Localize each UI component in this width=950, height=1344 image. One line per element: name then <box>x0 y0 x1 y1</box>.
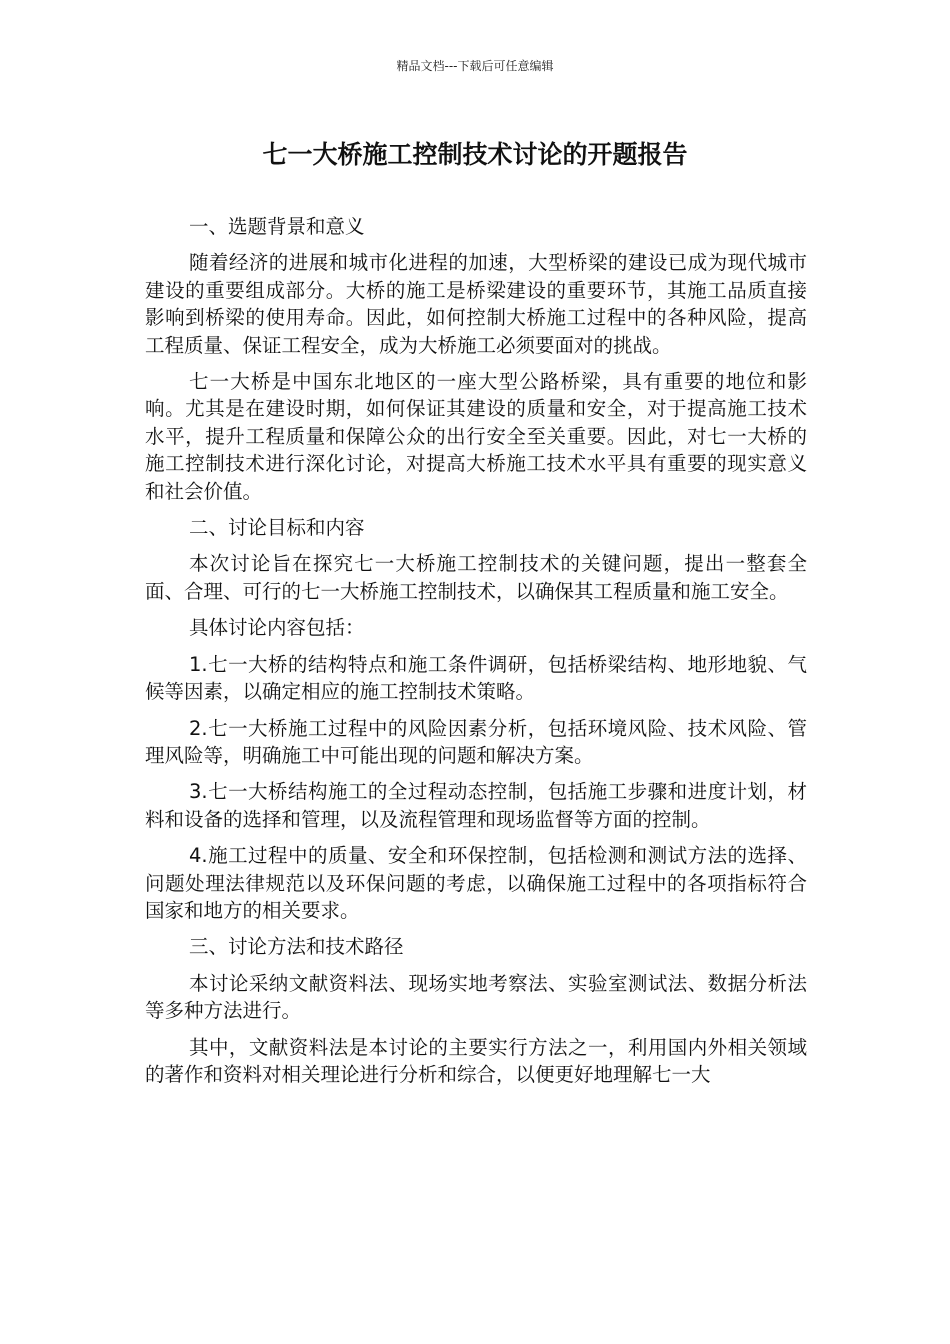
document-title: 七一大桥施工控制技术讨论的开题报告 <box>262 140 688 169</box>
paragraph-goals: 本次讨论旨在探究七一大桥施工控制技术的关键问题，提出一整套全面、合理、可行的七一大桥施工控制技术，以确保其工程质量和施工安全。 <box>145 552 807 603</box>
paragraph-background-1: 随着经济的进展和城市化进程的加速，大型桥梁的建设已成为现代城市建设的重要组成部分。大桥的施工是桥梁建设的重要环节，其施工品质直接影响到桥梁的使用寿命。因此，如何控制大桥施工过程中的各种风险，提高工程质量、保证工程安全，成为大桥施工必须要面对的挑战。 <box>145 251 807 357</box>
list-item-4: 4.施工过程中的质量、安全和环保控制，包括检测和测试方法的选择、问题处理法律规范以及环保问题的考虑，以确保施工过程中的各项指标符合国家和地方的相关要求。 <box>145 844 807 922</box>
header-note: 精品文档---下载后可任意编辑 <box>396 59 554 73</box>
list-item-3: 3.七一大桥结构施工的全过程动态控制，包括施工步骤和进度计划，材料和设备的选择和管理，以及流程管理和现场监督等方面的控制。 <box>145 780 807 831</box>
paragraph-content-intro: 具体讨论内容包括： <box>189 616 365 640</box>
paragraph-literature-method: 其中，文献资料法是本讨论的主要实行方法之一，利用国内外相关领域的著作和资料对相关理论进行分析和综合，以便更好地理解七一大 <box>145 1035 807 1086</box>
document-body <box>145 213 807 1097</box>
section-heading-background: 一、选题背景和意义 <box>189 215 365 238</box>
list-item-2: 2.七一大桥施工过程中的风险因素分析，包括环境风险、技术风险、管理风险等，明确施工中可能出现的问题和解决方案。 <box>145 716 807 767</box>
section-heading-methods: 三、讨论方法和技术路径 <box>189 935 404 959</box>
paragraph-methods: 本讨论采纳文献资料法、现场实地考察法、实验室测试法、数据分析法等多种方法进行。 <box>145 971 807 1023</box>
section-heading-goals: 二、讨论目标和内容 <box>189 516 365 540</box>
paragraph-background-2: 七一大桥是中国东北地区的一座大型公路桥梁，具有重要的地位和影响。尤其是在建设时期，如何保证其建设的质量和安全，对于提高施工技术水平，提升工程质量和保障公众的出行安全至关重要。因此，对七一大桥的施工控制技术进行深化讨论，对提高大桥施工技术水平具有重要的现实意义和社会价值。 <box>145 370 807 503</box>
list-item-1: 1.七一大桥的结构特点和施工条件调研，包括桥梁结构、地形地貌、气候等因素，以确定相应的施工控制技术策略。 <box>145 652 807 704</box>
